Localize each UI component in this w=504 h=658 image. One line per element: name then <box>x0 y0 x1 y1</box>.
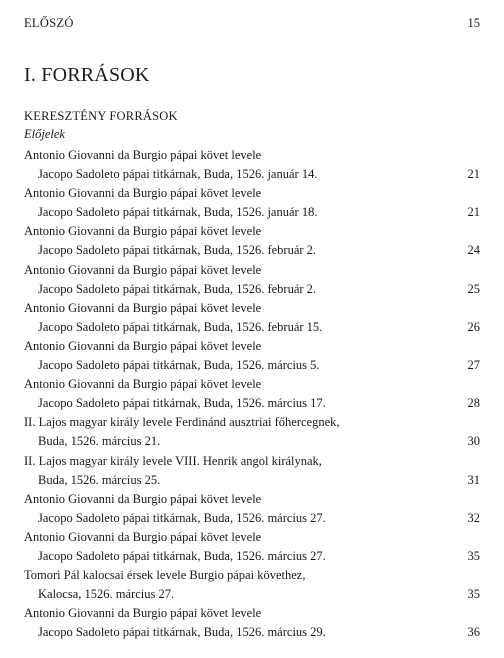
toc-entry-page-number: 35 <box>467 587 480 602</box>
toc-entry-page-number: 21 <box>467 205 480 220</box>
toc-entry <box>24 184 480 222</box>
toc-entry-title-line: Antonio Giovanni da Burgio pápai követ levele <box>24 262 262 277</box>
group-title: Előjelek <box>24 127 65 141</box>
toc-entry-detail-text: Jacopo Sadoleto pápai titkárnak, Buda, 1526. március 17. <box>38 396 326 411</box>
toc-entry-detail-text: Buda, 1526. március 21. <box>38 434 161 449</box>
toc-entry-page-number: 35 <box>467 548 480 563</box>
toc-entry <box>24 566 480 604</box>
toc-entry-detail-line <box>24 471 480 490</box>
toc-entry <box>24 299 480 337</box>
toc-entry-detail-text: Jacopo Sadoleto pápai titkárnak, Buda, 1526. január 18. <box>38 205 318 220</box>
toc-entry <box>24 337 480 375</box>
toc-entry-page-number: 24 <box>467 243 480 258</box>
toc-entry-page-number: 26 <box>467 319 480 334</box>
toc-entry-detail-text: Jacopo Sadoleto pápai titkárnak, Buda, 1526. január 14. <box>38 167 318 182</box>
toc-entry <box>24 604 480 642</box>
toc-entry-detail-line <box>24 623 480 642</box>
toc-entry-detail-line <box>24 318 480 337</box>
toc-entry-detail-text: Buda, 1526. március 25. <box>38 472 161 487</box>
toc-entry-title-line: Antonio Giovanni da Burgio pápai követ levele <box>24 186 262 201</box>
toc-entry-detail-text: Jacopo Sadoleto pápai titkárnak, Buda, 1526. február 2. <box>38 281 317 296</box>
table-of-contents <box>24 146 480 642</box>
toc-entry-title-line: Antonio Giovanni da Burgio pápai követ levele <box>24 491 262 506</box>
toc-entry <box>24 222 480 260</box>
toc-entry-title-line: II. Lajos magyar király levele VIII. Henrik angol királynak, <box>24 453 322 468</box>
toc-entry-page-number: 25 <box>467 281 480 296</box>
running-header-title: ELŐSZÓ <box>24 16 74 30</box>
toc-entry-title-line: Tomori Pál kalocsai érsek levele Burgio pápai követhez, <box>24 568 306 583</box>
toc-entry-detail-line <box>24 432 480 451</box>
toc-entry-detail-line <box>24 165 480 184</box>
subsection-title: KERESZTÉNY FORRÁSOK <box>24 109 178 123</box>
toc-entry <box>24 452 480 490</box>
toc-entry-title-line: Antonio Giovanni da Burgio pápai követ levele <box>24 300 262 315</box>
toc-entry-detail-text: Jacopo Sadoleto pápai titkárnak, Buda, 1526. február 15. <box>38 319 323 334</box>
toc-entry-detail-text: Jacopo Sadoleto pápai titkárnak, Buda, 1526. március 29. <box>38 625 326 640</box>
toc-entry-title-line: Antonio Giovanni da Burgio pápai követ levele <box>24 529 262 544</box>
toc-entry-page-number: 32 <box>467 510 480 525</box>
toc-entry <box>24 261 480 299</box>
section-title: I. FORRÁSOK <box>24 64 150 86</box>
toc-entry-page-number: 21 <box>467 167 480 182</box>
toc-entry <box>24 413 480 451</box>
toc-entry <box>24 528 480 566</box>
toc-entry-detail-text: Kalocsa, 1526. március 27. <box>38 587 175 602</box>
toc-entry-title-line: Antonio Giovanni da Burgio pápai követ levele <box>24 606 262 621</box>
toc-entry-detail-line <box>24 203 480 222</box>
toc-entry-page-number: 30 <box>467 434 480 449</box>
toc-entry-title-line: Antonio Giovanni da Burgio pápai követ levele <box>24 338 262 353</box>
toc-entry-page-number: 28 <box>467 396 480 411</box>
toc-entry <box>24 146 480 184</box>
toc-entry-page-number: 36 <box>467 625 480 640</box>
toc-entry-title-line: Antonio Giovanni da Burgio pápai követ levele <box>24 148 262 162</box>
toc-entry-title-line: Antonio Giovanni da Burgio pápai követ levele <box>24 377 262 392</box>
toc-entry-detail-line <box>24 241 480 260</box>
toc-entry-detail-line <box>24 280 480 299</box>
toc-entry <box>24 490 480 528</box>
toc-entry <box>24 375 480 413</box>
toc-entry-detail-text: Jacopo Sadoleto pápai titkárnak, Buda, 1526. február 2. <box>38 243 317 258</box>
toc-entry-title-line: Antonio Giovanni da Burgio pápai követ levele <box>24 224 262 239</box>
toc-entry-detail-text: Jacopo Sadoleto pápai titkárnak, Buda, 1526. március 27. <box>38 548 326 563</box>
running-header-page-number: 15 <box>467 16 480 30</box>
toc-entry-title-line: II. Lajos magyar király levele Ferdinánd ausztriai főhercegnek, <box>24 415 340 430</box>
toc-entry-detail-line <box>24 509 480 528</box>
toc-entry-detail-line <box>24 547 480 566</box>
toc-entry-detail-text: Jacopo Sadoleto pápai titkárnak, Buda, 1526. március 5. <box>38 358 320 373</box>
toc-entry-page-number: 27 <box>467 358 480 373</box>
toc-entry-page-number: 31 <box>467 472 480 487</box>
toc-entry-detail-line <box>24 585 480 604</box>
toc-entry-detail-text: Jacopo Sadoleto pápai titkárnak, Buda, 1526. március 27. <box>38 510 326 525</box>
toc-entry-detail-line <box>24 394 480 413</box>
toc-entry-detail-line <box>24 356 480 375</box>
